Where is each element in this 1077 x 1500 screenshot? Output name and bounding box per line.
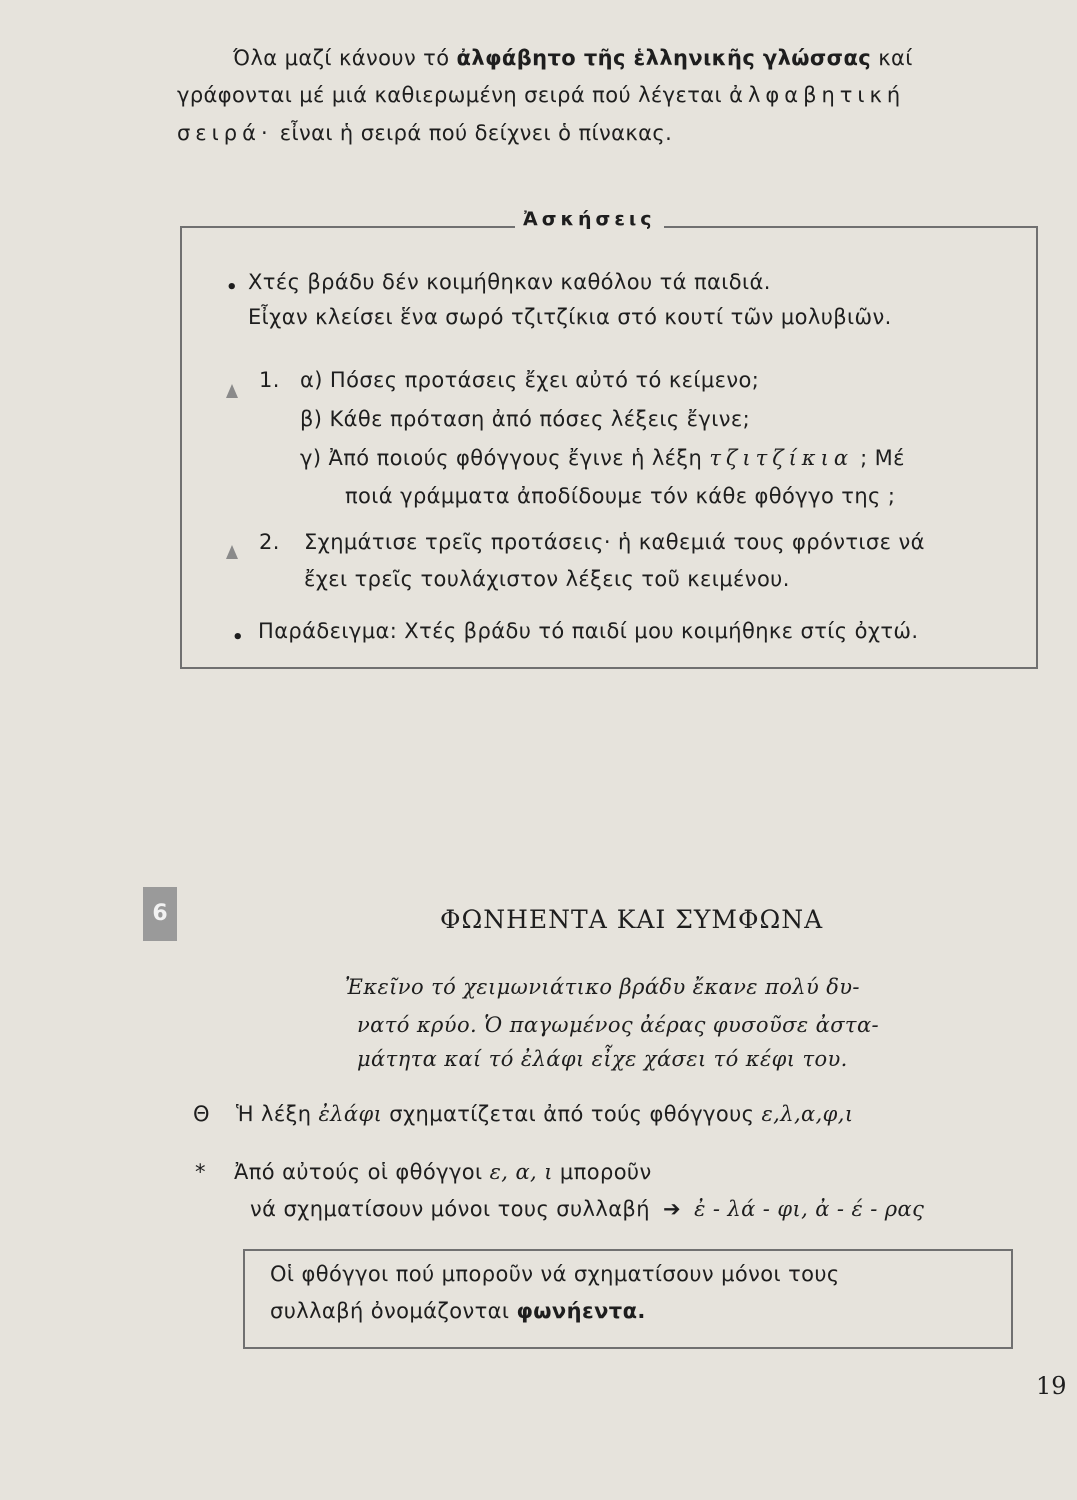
rule-line-1: Οἱ φθόγγοι πού μποροῦν νά σχηματίσουν μόνοι τους: [270, 1262, 840, 1286]
question-1c: [300, 446, 905, 470]
section-number-badge: 6: [143, 887, 177, 941]
question-2-line-1: Σχημάτισε τρεῖς προτάσεις· ἡ καθεμιά τους φρόντισε νά: [304, 530, 925, 554]
bullet-icon: •: [226, 277, 238, 298]
intro-text: εἶναι ἡ σειρά πού δείχνει ὁ πίνακας.: [279, 121, 673, 145]
intro-line-2: [177, 83, 905, 107]
passage-line-1: Ἐκεῖνο τό χειμωνιάτικο βράδυ ἔκανε πολύ δυ-: [345, 975, 860, 999]
triangle-marker-icon: [226, 384, 238, 398]
question-1c-text: γ) Ἀπό ποιούς φθόγγους ἔγινε ἡ λέξη: [300, 446, 703, 470]
intro-line-3: [177, 121, 672, 145]
exercises-heading: Ἀσκήσεις: [515, 208, 664, 230]
star-line-1: [234, 1160, 652, 1184]
page-number: 19: [1036, 1372, 1067, 1400]
triangle-marker-icon: [226, 545, 238, 559]
example-sentence: Παράδειγμα: Χτές βράδυ τό παιδί μου κοιμήθηκε στίς ὀχτώ.: [258, 619, 919, 643]
arrow-right-icon: ➔: [663, 1197, 682, 1221]
passage-line-3: μάτητα καί τό ἐλάφι εἶχε χάσει τό κέφι του.: [357, 1047, 848, 1071]
question-1b: β) Κάθε πρόταση ἀπό πόσες λέξεις ἔγινε;: [300, 407, 751, 431]
intro-spaced-term: σειρά·: [177, 121, 273, 145]
star-text: νά σχηματίσουν μόνοι τους συλλαβή: [250, 1197, 650, 1221]
exercise-text-line-1: Χτές βράδυ δέν κοιμήθηκαν καθόλου τά παιδιά.: [248, 270, 771, 294]
syllable-examples: ἐ - λά - φι, ἀ - έ - ρας: [694, 1197, 925, 1221]
star-text: μποροῦν: [559, 1160, 652, 1184]
theta-text: σχηματίζεται ἀπό τούς φθόγγους: [389, 1102, 755, 1126]
theta-letters: ε,λ,α,φ,ι: [761, 1102, 854, 1126]
intro-line-1: [233, 46, 913, 70]
question-1-number: 1.: [259, 368, 280, 392]
rule-bold-term: φωνήεντα.: [516, 1299, 646, 1323]
rule-line-2: [270, 1299, 646, 1323]
theta-text: Ἡ λέξη: [236, 1102, 312, 1126]
section-title: ΦΩΝΗΕΝΤΑ ΚΑΙ ΣΥΜΦΩΝΑ: [440, 905, 824, 934]
question-1c-word: τζιτζίκια: [709, 446, 853, 470]
intro-spaced-term: ἀλφαβητική: [729, 83, 906, 107]
star-text: Ἀπό αὐτούς οἱ φθόγγοι: [234, 1160, 483, 1184]
question-1c-continuation: ποιά γράμματα ἀποδίδουμε τόν κάθε φθόγγο της ;: [345, 484, 896, 508]
intro-text: γράφονται μέ μιά καθιερωμένη σειρά πού λέγεται: [177, 83, 723, 107]
theta-icon: Θ: [193, 1102, 210, 1126]
bullet-icon: •: [232, 627, 244, 648]
star-letters: ε, α, ι: [489, 1160, 553, 1184]
question-2-line-2: ἔχει τρεῖς τουλάχιστον λέξεις τοῦ κειμένου.: [304, 567, 790, 591]
passage-line-2: νατό κρύο. Ὁ παγωμένος ἀέρας φυσοῦσε ἀστα-: [357, 1013, 880, 1037]
asterisk-icon: *: [195, 1160, 206, 1184]
question-1c-text: ; Μέ: [860, 446, 905, 470]
intro-bold-term: ἀλφάβητο τῆς ἑλληνικῆς γλώσσας: [456, 46, 872, 70]
exercise-text-line-2: Εἶχαν κλείσει ἕνα σωρό τζιτζίκια στό κουτί τῶν μολυβιῶν.: [248, 305, 892, 329]
intro-text: Όλα μαζί κάνουν τό: [233, 46, 450, 70]
theta-word: ἐλάφι: [318, 1102, 383, 1126]
theta-line: [236, 1102, 853, 1126]
intro-text: καί: [878, 46, 913, 70]
question-1a: α) Πόσες προτάσεις ἔχει αὐτό τό κείμενο;: [300, 368, 760, 392]
question-2-number: 2.: [259, 530, 280, 554]
rule-text: συλλαβή ὀνομάζονται: [270, 1299, 510, 1323]
star-line-2: [250, 1197, 924, 1221]
